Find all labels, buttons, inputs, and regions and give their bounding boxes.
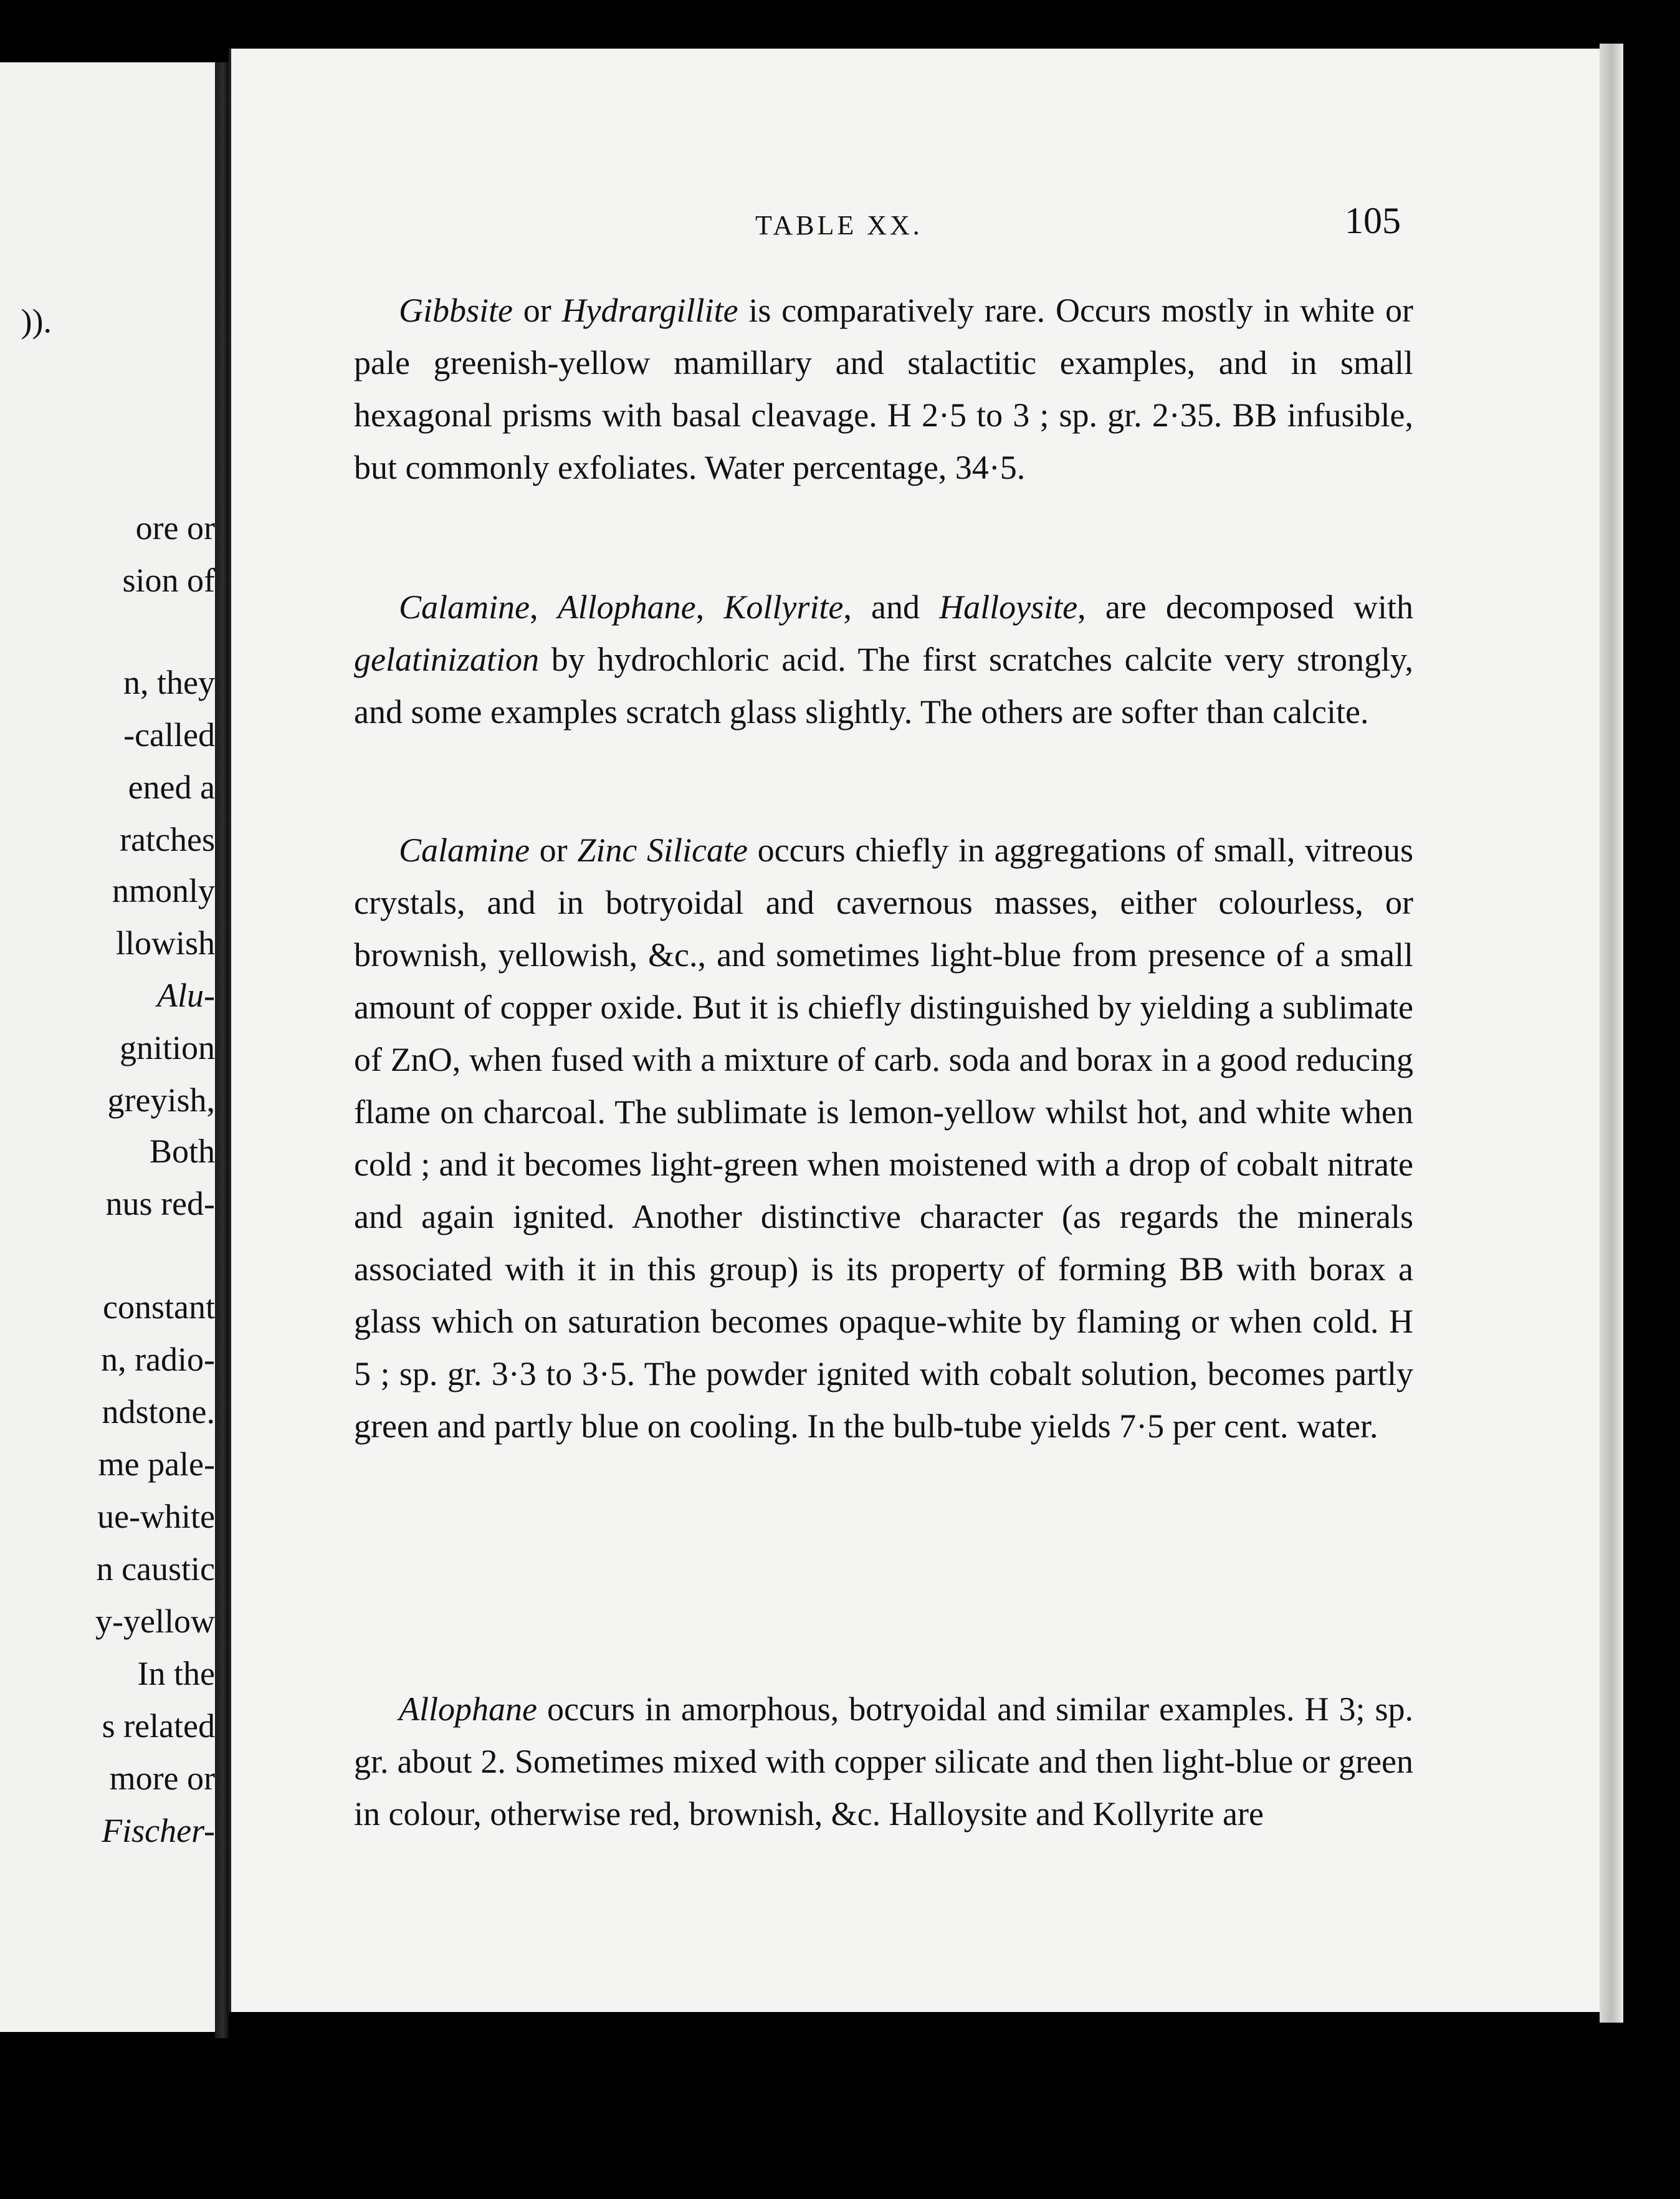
left-line: n, they — [123, 664, 215, 701]
left-line: llowish — [115, 924, 215, 962]
left-line: more or — [109, 1760, 215, 1797]
term-kollyrite: Kollyrite — [723, 588, 844, 626]
term-hydrargillite: Hydrargillite — [561, 292, 738, 329]
left-line: -called — [123, 716, 215, 754]
left-line: n caustic — [96, 1550, 215, 1588]
left-line: greyish, — [107, 1081, 215, 1119]
page-edge — [1600, 44, 1623, 2023]
text-run: or — [513, 292, 562, 329]
left-line: nus red- — [105, 1185, 215, 1222]
left-line: gnition — [119, 1029, 215, 1066]
term-gibbsite: Gibbsite — [399, 292, 513, 329]
left-line: Fischer- — [102, 1812, 215, 1849]
left-line: n, radio- — [101, 1341, 215, 1378]
text-run: occurs in amorphous, botryoidal and similar examples. H 3; sp. gr. about 2. Sometimes mixed with copper silicate and then light-blue or green in colour, otherwise red, brownish, &c. Halloysite and Kollyrite are — [354, 1690, 1413, 1833]
running-head: TABLE XX. — [755, 210, 923, 241]
left-line: In the — [137, 1655, 215, 1692]
text-run: or — [530, 831, 578, 869]
page-number: 105 — [1345, 200, 1401, 241]
left-line: s related — [102, 1707, 215, 1745]
term-gelatinization: gelatinization — [354, 641, 539, 678]
text-run: , are decomposed with — [1077, 588, 1414, 626]
left-line: me pale- — [98, 1445, 215, 1483]
left-page-fragment — [0, 62, 215, 2032]
term-calamine: Calamine — [399, 588, 530, 626]
left-line: Alu- — [157, 977, 215, 1014]
text-run: , — [530, 588, 558, 626]
text-run: , and — [843, 588, 940, 626]
left-line: nmonly — [112, 872, 215, 909]
left-line: sion of — [122, 562, 215, 599]
paragraph-decomposed — [354, 581, 1413, 738]
text-run: by hydrochloric acid. The first scratches calcite very strongly, and some examples scratch glass slightly. The others are softer than calcite. — [354, 641, 1413, 731]
paragraph-calamine — [354, 824, 1413, 1452]
left-line: ore or — [135, 509, 215, 547]
book-gutter — [215, 62, 229, 2038]
left-line: ratches — [120, 821, 215, 858]
term-zinc-silicate: Zinc Silicate — [577, 831, 748, 869]
left-line: y-yellow — [95, 1603, 215, 1640]
paragraph-allophane — [354, 1683, 1413, 1840]
term-allophane: Allophane — [557, 588, 696, 626]
term-calamine: Calamine — [399, 831, 530, 869]
left-line: ened a — [128, 769, 215, 806]
left-line: Both — [149, 1133, 215, 1170]
text-run: occurs chiefly in aggregations of small, vitreous crystals, and in botryoidal and cavernous masses, either colourless, or brownish, yellowish, &c., and sometimes light-blue from presence of a small amount of copper oxide. But it is chiefly distinguished by yielding a sublimate of ZnO, when fused with a mixture of carb. soda and borax in a good reducing flame on charcoal. The sublimate is lemon-yellow whilst hot, and white when cold ; and it becomes light-green when moistened with a drop of cobalt nitrate and again ignited. Another distinctive character (as regards the minerals associated with it in this group) is its property of forming BB with borax a glass which on saturation becomes opaque-white by flaming or when cold. H 5 ; sp. gr. 3·3 to 3·5. The powder ignited with cobalt solution, becomes partly green and partly blue on cooling. In the bulb-tube yields 7·5 per cent. water. — [354, 831, 1414, 1445]
left-line: )). — [21, 302, 52, 340]
term-allophane: Allophane — [399, 1690, 537, 1728]
left-line: ndstone. — [102, 1393, 215, 1430]
paragraph-gibbsite — [354, 284, 1413, 494]
left-line: ue-white — [97, 1498, 215, 1535]
term-halloysite: Halloysite — [939, 588, 1078, 626]
left-line: constant — [103, 1288, 215, 1326]
text-run: , — [695, 588, 724, 626]
text-run: is comparatively rare. Occurs mostly in white or pale greenish-yellow mamillary and stalactitic examples, and in small hexagonal prisms with basal cleavage. H 2·5 to 3 ; sp. gr. 2·35. BB infusible, but commonly exfoliates. Water percentage, 34·5. — [354, 292, 1414, 486]
